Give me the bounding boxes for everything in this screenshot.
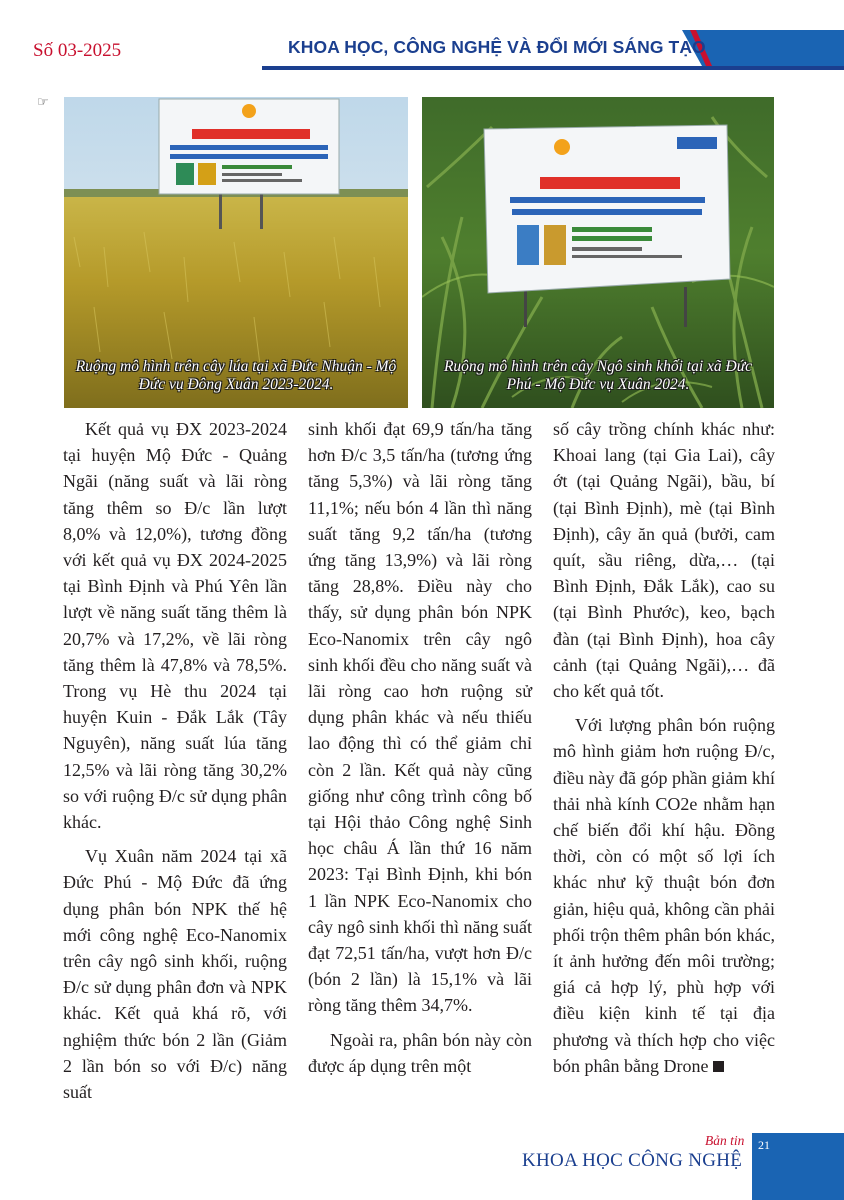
article-column-2 [308,416,532,1087]
paragraph: Kết quả vụ ĐX 2023-2024 tại huyện Mộ Đức - Quảng Ngãi (năng suất và lãi ròng tăng thêm so Đ/c lần lượt 8,0% và 12,0%), tương đồng với kết quả vụ ĐX 2024-2025 tại Bình Định và Phú Yên lần lượt về năng suất tăng thêm là 20,7% và 17,2%, về lãi ròng tăng thêm là 47,8% và 78,5%. Trong vụ Hè thu 2024 tại huyện Kuin - Đắk Lắk (Tây Nguyên), năng suất lúa tăng 12,5% và lãi ròng tăng 30,2% so với ruộng Đ/c sử dụng phân khác. [63,419,287,833]
paragraph: sinh khối đạt 69,9 tấn/ha tăng hơn Đ/c 3,5 tấn/ha (tương ứng tăng 5,3%) và lãi ròng tăng 11,1%; nếu bón 4 lần thì năng suất tăng 9,2 tấn/ha (tương ứng tăng 13,9%) và lãi ròng tăng 28,8%. Điều này cho thấy, sử dụng phân bón NPK Eco-Nanomix trên cây ngô sinh khối đều cho năng suất và lãi ròng cao hơn ruộng sử dụng phân khác và nếu thiếu lao động thì có thể giảm chỉ còn 2 lần. Kết quả này cũng giống như công trình công bố tại Hội thảo Công nghệ Sinh học châu Á lần thứ 16 năm 2023: Tại Bình Định, khi bón 1 lần NPK Eco-Nanomix cho cây ngô sinh khối thì năng suất đạt 72,51 tấn/ha, vượt hơn Đ/c (bón 2 lần) là 15,1% và lãi ròng tăng thêm 34,7%. [308,419,532,1016]
end-of-article-icon [713,1061,724,1072]
page-number: 21 [758,1138,770,1152]
paragraph: Vụ Xuân năm 2024 tại xã Đức Phú - Mộ Đức đã ứng dụng phân bón NPK thế hệ mới công nghệ Eco-Nanomix trên cây ngô sinh khối, ruộng Đ/c sử dụng phân đơn và NPK khác. Kết quả khá rõ, với nghiệm thức bón 2 lần (Giảm 2 lần bón so với Đ/c) năng suất [63,846,287,1103]
photo-caption-rice: Ruộng mô hình trên cây lúa tại xã Đức Nhuận - Mộ Đức vụ Đông Xuân 2023-2024. [75,358,397,393]
article-column-1 [63,416,287,1113]
pointing-hand-icon: ☞ [37,95,49,110]
section-title: KHOA HỌC, CÔNG NGHỆ VÀ ĐỔI MỚI SÁNG TẠO [288,37,706,57]
page-number-box [752,1133,844,1200]
footer-bulletin-label: Bản tin [705,1133,745,1148]
footer-publication-title: KHOA HỌC CÔNG NGHỆ [522,1150,743,1171]
rice-field-photo [64,97,408,408]
photo-caption-corn: Ruộng mô hình trên cây Ngô sinh khối tại xã Đức Phú - Mộ Đức vụ Xuân 2024. [443,358,753,393]
paragraph-text: Với lượng phân bón ruộng mô hình giảm hơn ruộng Đ/c, điều này đã góp phần giảm khí thải nhà kính CO2e nhằm hạn chế biến đổi khí hậu. Đồng thời, còn có một số lợi ích khác như kỹ thuật bón đơn giản, hiệu quả, không cần phải phối trộn thêm phân bón khác, ít ảnh hưởng đến môi trường; giá cả hợp lý, phù hợp với điều kiện kinh tế tại địa phương và thích hợp cho việc bón phân bằng Drone [553,715,775,1076]
section-header [262,30,844,70]
article-column-3 [553,416,775,1087]
corn-field-photo [422,97,774,408]
paragraph: số cây trồng chính khác như: Khoai lang (tại Gia Lai), cây ớt (tại Quảng Ngãi), bầu, bí (tại Bình Định), mè (tại Bình Định), cây ăn quả (bưởi, cam quít, sầu riêng, dừa,… (tại Bình Định, Đắk Lắk), cao su (tại Bình Phước), keo, bạch đàn (tại Bình Định), hoa cây cảnh (tại Quảng Ngãi),… đã cho kết quả tốt. [553,419,775,702]
paragraph: Ngoài ra, phân bón này còn được áp dụng trên một [308,1029,532,1076]
paragraph-final [553,712,775,1079]
issue-number: Số 03-2025 [33,40,122,61]
